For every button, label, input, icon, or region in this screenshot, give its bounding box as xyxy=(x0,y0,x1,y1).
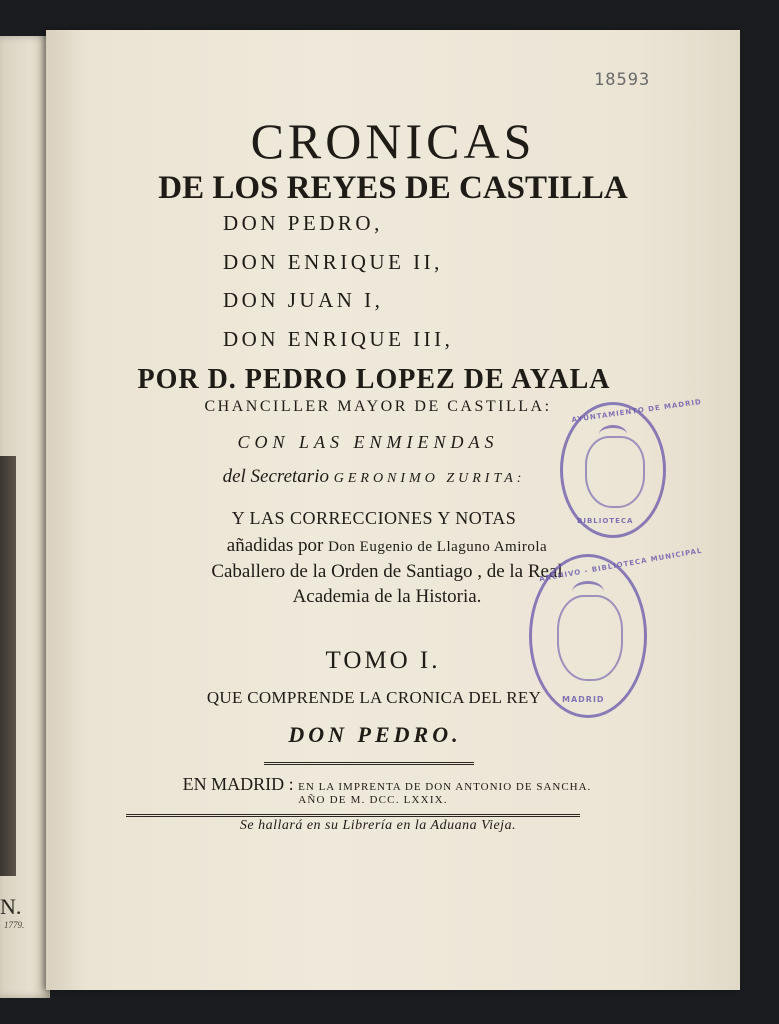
secretary-name: GERONIMO ZURITA: xyxy=(333,471,526,486)
volume-number: TOMO I. xyxy=(325,647,441,674)
emendations-line: CON LAS ENMIENDAS xyxy=(237,432,499,452)
added-by-name: Don Eugenio de Llaguno Amirola xyxy=(328,539,548,555)
king-line: DON ENRIQUE III, xyxy=(223,327,454,351)
divider-rule xyxy=(264,762,474,765)
facing-page-letter: N. xyxy=(0,894,22,919)
author-office: CHANCILLER MAYOR DE CASTILLA: xyxy=(204,398,552,415)
stamp-bottom-text: BIBLIOTECA xyxy=(577,517,634,525)
secretary-prefix: del Secretario xyxy=(222,466,329,487)
imprint-place: EN MADRID : xyxy=(182,774,294,794)
imprint-line xyxy=(40,774,734,795)
imprint-printer: EN LA IMPRENTA DE DON ANTONIO DE SANCHA. xyxy=(298,781,592,793)
coat-of-arms-icon xyxy=(585,436,645,508)
stamp-top-text: ARCHIVO - BIBLIOTECA MUNICIPAL xyxy=(538,546,703,584)
corrections-line: Y LAS CORRECCIONES Y NOTAS xyxy=(231,508,517,528)
imprint-year: AÑO DE M. DCC. LXXIX. xyxy=(298,794,448,806)
facing-page-note: 1779. xyxy=(4,920,25,930)
king-line: DON ENRIQUE II, xyxy=(223,250,443,274)
title-page xyxy=(46,30,740,990)
knight-line: Caballero de la Orden de Santiago , de la Real xyxy=(211,561,563,582)
king-line: DON JUAN I, xyxy=(223,288,384,312)
added-by-line xyxy=(40,535,734,557)
facing-engraving xyxy=(0,456,16,876)
stamp-bottom-text: MADRID xyxy=(562,695,605,704)
volume-king: DON PEDRO. xyxy=(288,722,462,747)
title-subtitle: DE LOS REYES DE CASTILLA xyxy=(158,170,628,206)
stamp-top-text: AYUNTAMIENTO DE MADRID xyxy=(571,397,703,425)
king-line: DON PEDRO, xyxy=(223,211,383,235)
title-main: CRONICAS xyxy=(250,113,536,169)
added-by-prefix: añadidas por xyxy=(226,535,324,556)
coat-of-arms-icon xyxy=(557,595,624,681)
library-stamp-icon xyxy=(560,397,703,538)
archive-stamp-icon xyxy=(529,546,703,718)
volume-contents: QUE COMPRENDE LA CRONICA DEL REY xyxy=(206,688,542,707)
author-line: POR D. PEDRO LOPEZ DE AYALA xyxy=(137,364,611,395)
academy-line: Academia de la Historia. xyxy=(292,586,482,607)
sales-note: Se hallará en su Librería en la Aduana Vieja. xyxy=(239,818,517,833)
divider-rule xyxy=(126,814,580,817)
shelfmark-number: 18593 xyxy=(594,70,651,90)
